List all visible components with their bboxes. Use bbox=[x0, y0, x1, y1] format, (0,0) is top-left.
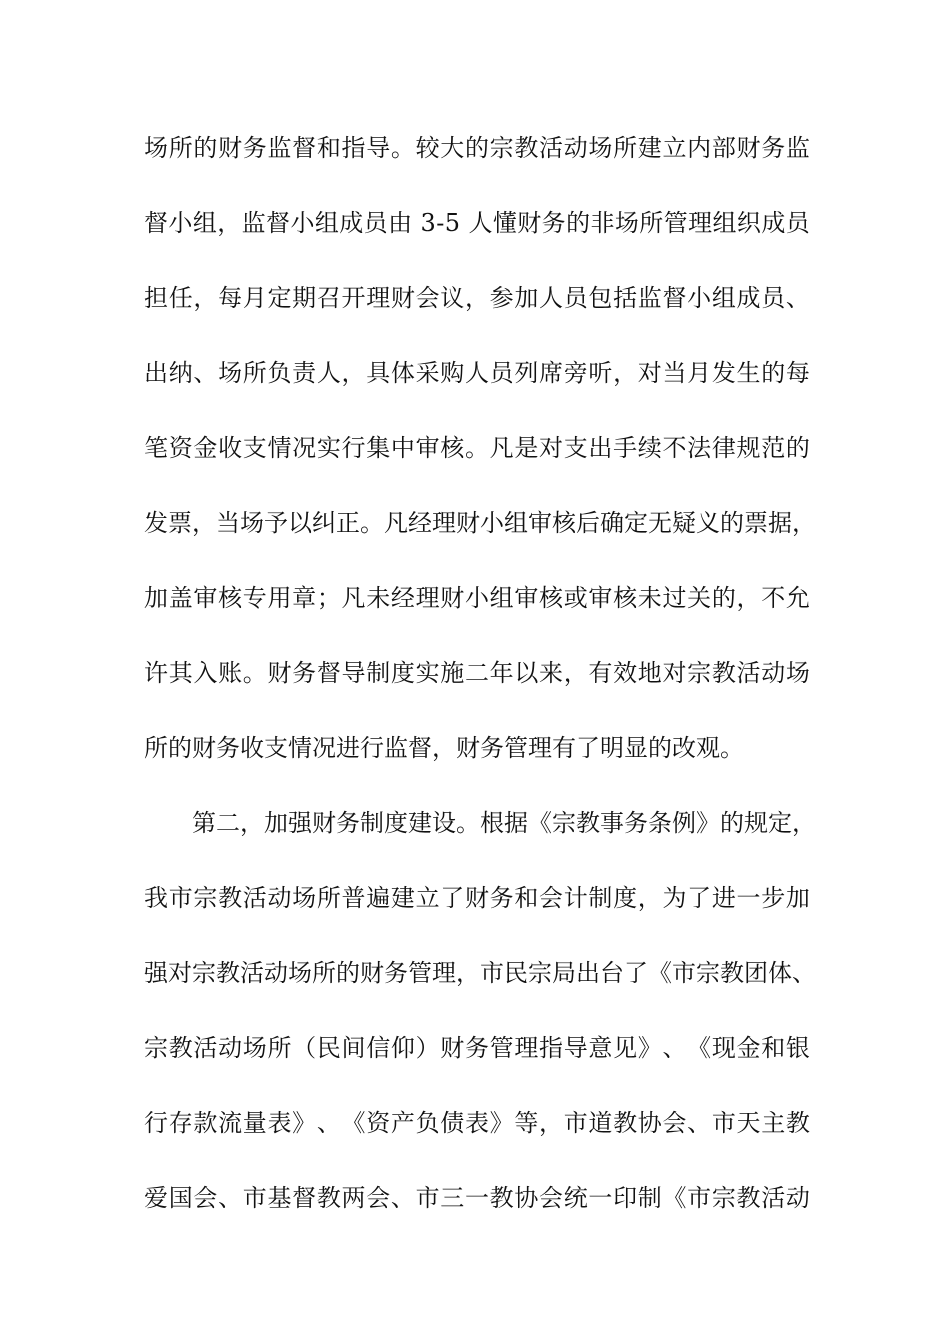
text-line-13: 宗 教 活 动 场 所 （ 民 间 信 仰 ） 财 务 管 理 指 导 意 见 》 、 《 现 金 和 银 bbox=[144, 1034, 810, 1062]
text-line-4: 出 纳 、 场 所 负 责 人 ， 具 体 采 购 人 员 列 席 旁 听 ， 对 当 月 发 生 的 每 bbox=[144, 359, 810, 387]
text-line-15: 爱 国 会 、 市 基 督 教 两 会 、 市 三 一 教 协 会 统 一 印 制 《 市 宗 教 活 动 bbox=[144, 1184, 810, 1212]
text-line-8: 许 其 入 账 。 财 务 督 导 制 度 实 施 二 年 以 来 ， 有 效 地 对 宗 教 活 动 场 bbox=[144, 659, 810, 687]
text-line-3: 担 任 ， 每 月 定 期 召 开 理 财 会 议 ， 参 加 人 员 包 括 监 督 小 组 成 员 、 bbox=[144, 284, 810, 312]
text-line-7: 加 盖 审 核 专 用 章 ； 凡 未 经 理 财 小 组 审 核 或 审 核 未 过 关 的 ， 不 允 bbox=[144, 584, 810, 612]
text-line-14: 行 存 款 流 量 表 》 、 《 资 产 负 债 表 》 等 ， 市 道 教 协 会 、 市 天 主 教 bbox=[144, 1109, 810, 1137]
text-line-1: 场 所 的 财 务 监 督 和 指 导 。 较 大 的 宗 教 活 动 场 所 建 立 内 部 财 务 监 bbox=[144, 134, 810, 162]
text-line-2: 督 小 组 ， 监 督 小 组 成 员 由 3 - 5 人 懂 财 务 的 非 场 所 管 理 组 织 成 员 bbox=[144, 209, 810, 237]
text-line-9: 所的财务收支情况进行监督，财务管理有了明显的改观。 bbox=[144, 734, 744, 762]
text-line-10: 第 二 ， 加 强 财 务 制 度 建 设 。 根 据 《 宗 教 事 务 条 例 》 的 规 定 ， bbox=[192, 809, 816, 837]
text-line-5: 笔 资 金 收 支 情 况 实 行 集 中 审 核 。 凡 是 对 支 出 手 续 不 法 律 规 范 的 bbox=[144, 434, 810, 462]
text-line-6: 发 票 ， 当 场 予 以 纠 正 。 凡 经 理 财 小 组 审 核 后 确 定 无 疑 义 的 票 据 ， bbox=[144, 509, 816, 537]
text-line-12: 强 对 宗 教 活 动 场 所 的 财 务 管 理 ， 市 民 宗 局 出 台 了 《 市 宗 教 团 体 、 bbox=[144, 959, 816, 987]
text-line-11: 我 市 宗 教 活 动 场 所 普 遍 建 立 了 财 务 和 会 计 制 度 ， 为 了 进 一 步 加 bbox=[144, 884, 810, 912]
